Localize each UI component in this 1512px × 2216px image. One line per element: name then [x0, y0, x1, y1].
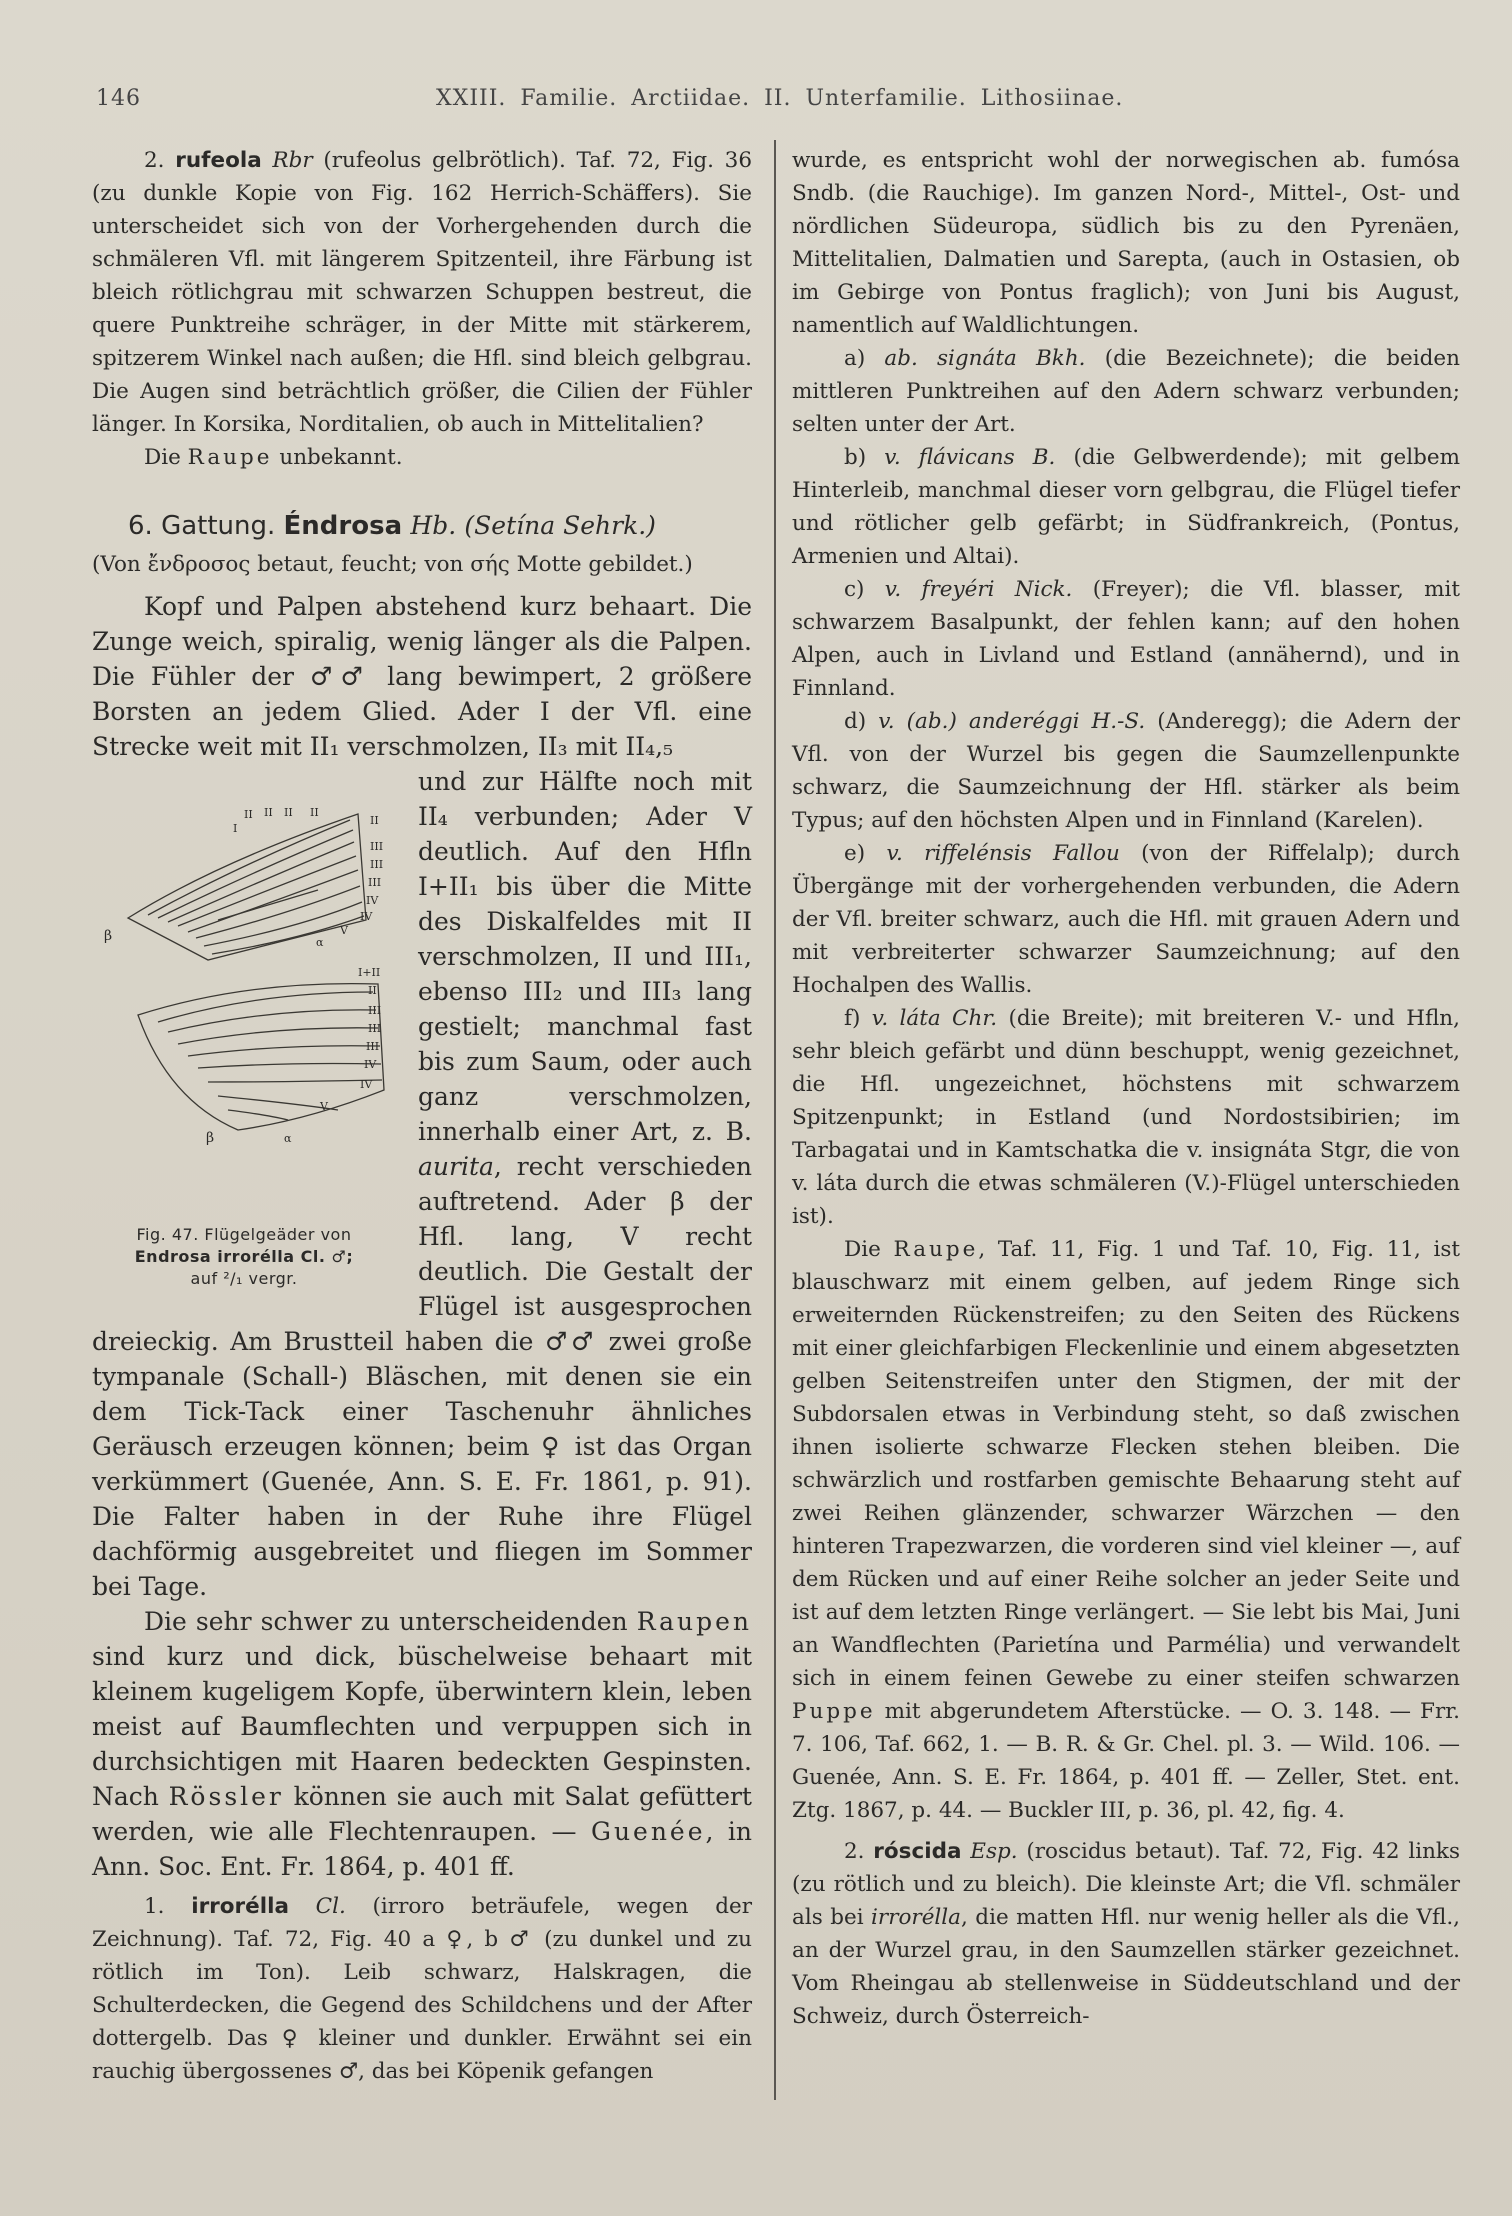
species-author: Esp. — [970, 1839, 1018, 1864]
text-fragment: mit abgerundetem Afterstücke. — O. 3. 148. — Frr. 7. 106, Taf. 662, 1. — B. R. & Gr. Chel. pl. 3. — Wild. 106. — Guenée, Ann. S. E. Fr. 1864, p. 401 ff. — Zeller, Stet. ent. Ztg. 1867, p. 44. — Buckler III, p. 36, pl. 42, fig. 4. — [792, 1699, 1460, 1823]
genus-text-top: Kopf und Palpen abstehend kurz behaart. Die Zunge weich, spiralig, wenig länger als die Palpen. Die Fühler der ♂♂ lang bewimpert, 2 größere Borsten an jedem Glied. Ader I der Vfl. eine Strecke weit mit II₁ verschmolzen, II₃ mit II₄,₅ — [92, 592, 752, 761]
text-fragment: Die — [844, 1237, 894, 1262]
variety-d — [792, 705, 1460, 837]
figure-wing-venation — [88, 770, 400, 1310]
svg-text:III: III — [368, 876, 382, 889]
variety-f — [792, 1002, 1460, 1233]
svg-text:IV: IV — [360, 910, 373, 923]
text-fragment: und zur Hälfte noch mit II₄ verbunden; Ader V deutlich. Auf den Hfln I+II₁ bis über die Mitte des Diskalfeldes mit II verschmolzen, II und III₁, ebenso III₂ und III₃ lang gestielt; manchmal fast bis zum Saum, oder auch ganz verschmolzen, innerhalb einer Art, z. B. — [418, 767, 752, 1146]
variety-text: (die Bezeichnete); die beiden mittleren Punktreihen auf den Adern schwarz verbunden; selten unter der Art. — [792, 346, 1460, 437]
caption-line: Endrosa irrorélla Cl. ♂; — [134, 1247, 354, 1266]
svg-text:II: II — [310, 806, 319, 819]
species-number: 2. — [144, 148, 165, 173]
text-fragment: , in Ann. Soc. Ent. Fr. 1864, p. 401 ff. — [92, 1817, 752, 1881]
irrorella-continued: wurde, es entspricht wohl der norwegischen ab. fumósa Sndb. (die Rauchige). Im ganzen Nord-, Mittel-, Ost- und nördlichen Südeuropa, südlich bis zu den Pyrenäen, Mittelitalien, Dalmatien und Sarepta, (auch in Ostasien, ob im Gebirge von Pontus fraglich); von Juni bis August, namentlich auf Waldlichtungen. — [792, 148, 1460, 338]
species-description: , die matten Hfl. nur wenig heller als die Vfl., an der Wurzel grau, in den Saumzellen stärker gezeichnet. Vom Rheingau ab stellenweise in Süddeutschland und der Schweiz, durch Österreich- — [792, 1905, 1460, 2029]
right-column — [792, 144, 1460, 2033]
species-description: (rufeolus gelbrötlich). Taf. 72, Fig. 36 (zu dunkle Kopie von Fig. 162 Herrich-Schäffers). Sie unterscheidet sich von der Vorhergehenden durch die schmäleren Vfl. mit längerem Spitzenteil, ihre Färbung ist bleich rötlichgrau mit schwarzen Schuppen bestreut, die quere Punktreihe schräger, in der Mitte mit stärkerem, spitzerem Winkel nach außen; die Hfl. sind bleich gelbgrau. Die Augen sind beträchtlich größer, die Cilien der Fühler länger. In Korsika, Norditalien, ob auch in Mittelitalien? — [92, 148, 753, 437]
svg-text:III: III — [370, 858, 384, 871]
text-fragment: sind kurz und dick, büschelweise behaart mit kleinem kugeligem Kopfe, überwintern klein, leben meist auf Baumflechten und verpuppen sich in durchsichtigen mit Haaren bedeckten Gespinsten. Nach — [92, 1642, 752, 1811]
svg-text:I: I — [233, 822, 238, 835]
caption-line: auf ²/₁ vergr. — [190, 1269, 298, 1288]
svg-text:α: α — [284, 1132, 292, 1145]
svg-text:β: β — [206, 1130, 215, 1146]
species-author: Rbr — [272, 148, 313, 173]
species-number: 1. — [144, 1894, 165, 1919]
variety-name: v. riffelénsis Fallou — [886, 841, 1120, 866]
svg-text:II: II — [264, 806, 273, 819]
text-fragment: a) — [844, 346, 885, 371]
svg-text:IV: IV — [366, 894, 379, 907]
raupe-word: Raupe — [187, 445, 273, 470]
svg-text:I+II: I+II — [358, 966, 381, 979]
author-roessler: Rössler — [168, 1782, 284, 1811]
variety-name: ab. signáta Bkh. — [884, 346, 1086, 371]
genus-heading — [128, 508, 752, 544]
text-fragment: Die sehr schwer zu unterscheidenden — [144, 1607, 637, 1636]
svg-text:III: III — [368, 1022, 382, 1035]
text-fragment: e) — [844, 841, 887, 866]
variety-name: v. (ab.) anderéggi H.-S. — [878, 709, 1146, 734]
raupen-word: Raupen — [636, 1607, 752, 1636]
variety-a — [792, 342, 1460, 441]
svg-text:II: II — [284, 806, 293, 819]
genus-etymology: (Von ἔνδροσος betaut, feucht; von σής Motte gebildet.) — [92, 552, 693, 577]
variety-b — [792, 441, 1460, 573]
svg-text:II: II — [368, 984, 377, 997]
svg-text:II: II — [244, 808, 253, 821]
left-column — [92, 144, 752, 2088]
svg-text:V: V — [320, 1100, 328, 1113]
hindwing-outline — [138, 984, 384, 1130]
species-number: 2. — [844, 1839, 865, 1864]
genus-synonym: (Setína Sehrk.) — [464, 511, 656, 540]
puppe-word: Puppe — [792, 1699, 876, 1724]
raupe-word: Raupe — [893, 1237, 979, 1262]
species-irrorella — [92, 1890, 752, 2088]
raupen-paragraph — [92, 1604, 752, 1884]
svg-text:α: α — [316, 936, 324, 949]
svg-text:IV: IV — [364, 1058, 377, 1071]
variety-name: v. flávicans B. — [884, 445, 1056, 470]
text-fragment: unbekannt. — [272, 445, 403, 470]
variety-text: (Freyer); die Vfl. blasser, mit schwarzem Basalpunkt, der fehlen kann; auf den hohen Alpen, auch in Livland und Estland (annähernd), und in Finnland. — [792, 577, 1460, 701]
page-header — [96, 86, 1456, 122]
text-fragment: können sie auch mit Salat gefüttert werden, wie alle Flechtenraupen. — — [92, 1782, 752, 1846]
column-divider — [774, 140, 776, 2100]
variety-c — [792, 573, 1460, 705]
text-fragment: c) — [844, 577, 885, 602]
text-fragment: d) — [844, 709, 879, 734]
variety-e — [792, 837, 1460, 1002]
irrorella-raupe — [792, 1233, 1460, 1827]
species-name: irrorélla — [191, 1894, 289, 1919]
variety-text: (die Gelbwerdende); mit gelbem Hinterleib, manchmal dieser vorn gelbgrau, die Flügel tiefer und rötlicher gelb gefärbt; in Südfrankreich, (Pontus, Armenien und Altai). — [792, 445, 1460, 569]
svg-text:III: III — [366, 1040, 380, 1053]
svg-text:III: III — [370, 840, 384, 853]
svg-text:β: β — [104, 928, 113, 944]
text-fragment: , Taf. 11, Fig. 1 und Taf. 10, Fig. 11, ist blauschwarz mit einem gelben, auf jedem Ringe sich erweiternden Rückenstreifen; zu den Seiten des Rückens mit einer gleichfarbigen Fleckenlinie und einem abgesetzten gelben Seitenstreifen unter den Stigmen, der mit der Subdorsalen etwas in Verbindung steht, so daß zwischen ihnen isolierte schwarze Flecken stehen bleiben. Die schwärzlich und rostfarben gemischte Behaarung steht auf zwei Reihen glänzender, schwarzer Wärzchen — den hinteren Trapezwarzen, die vorderen sind viel kleiner —, auf dem Rücken und auf einer Reihe solcher an jeder Seite und ist auf dem letzten Ringe verlängert. — Sie lebt bis Mai, Juni an Wandflechten (Parietína und Parmélia) und verwandelt sich in einem feinen Gewebe zu einer steifen schwarzen — [792, 1237, 1461, 1691]
species-roscida — [792, 1835, 1460, 2033]
svg-text:III: III — [368, 1004, 382, 1017]
author-guenee: Guenée — [590, 1817, 706, 1846]
species-description: (roscidus betaut). Taf. 72, Fig. 42 links (zu rötlich und zu bleich). Die kleinste Art; die Vfl. schmäler als bei — [792, 1839, 1460, 1930]
text-fragment: , recht verschieden auftretend. Ader β der Hfl. lang, V recht deutlich. Die Gestalt der Flügel ist ausgesprochen dreieckig. Am Brustteil haben die ♂♂ zwei große tympanale (Schall-) Bläschen, mit denen sie ein dem Tick-Tack einer Taschenuhr ähnliches Geräusch erzeugen können; beim ♀ ist das Organ verkümmert (Guenée, Ann. S. E. Fr. 1861, p. 91). Die Falter haben in der Ruhe ihre Flügel dachförmig ausgebreitet und fliegen im Sommer bei Tage. — [92, 1152, 752, 1601]
wing-venation-diagram — [88, 770, 400, 1220]
species-description: (irroro beträufele, wegen der Zeichnung). Taf. 72, Fig. 40 a ♀, b ♂ (zu dunkel und zu rötlich im Ton). Leib schwarz, Halskragen, die Schulterdecken, die Gegend des Schildchens und der After dottergelb. Das ♀ kleiner und dunkler. Erwähnt sei ein rauchig übergossenes ♂, das bei Köpenik gefangen — [92, 1894, 752, 2084]
running-title: XXIII. Familie. Arctiidae. II. Unterfamilie. Lithosiinae. — [436, 86, 1124, 111]
variety-name: v. láta Chr. — [871, 1006, 998, 1031]
figure-caption — [88, 1224, 400, 1290]
genus-name: Éndrosa — [283, 511, 403, 541]
variety-text: (Anderegg); die Adern der Vfl. von der Wurzel bis gegen die Saumzellenpunkte schwarz, die Saumzeichnung der Hfl. stärker als beim Typus; auf den höchsten Alpen und in Finnland (Karelen). — [792, 709, 1460, 833]
genus-label: 6. Gattung. — [128, 511, 276, 541]
genus-description — [92, 589, 752, 1884]
rufeola-raupe — [92, 441, 752, 474]
species-reference: irrorélla — [871, 1905, 961, 1930]
species-name: róscida — [873, 1839, 962, 1864]
variety-name: v. freyéri Nick. — [884, 577, 1073, 602]
caption-line: Fig. 47. Flügelgeäder von — [136, 1225, 352, 1244]
variety-text: (die Breite); mit breiteren V.- und Hfln, sehr bleich gefärbt und dünn beschuppt, wenig gezeichnet, die Hfl. ungezeichnet, höchstens mit schwarzem Spitzenpunkt; in Estland (und Nordostsibirien; im Tarbagatai und in Kamtschatka die v. insignáta Stgr, die von v. láta durch die etwas schmäleren (V.)-Flügel unterschieden ist). — [792, 1006, 1460, 1229]
svg-text:V: V — [340, 924, 348, 937]
species-author: Cl. — [315, 1894, 346, 1919]
species-name: rufeola — [175, 148, 262, 173]
text-fragment: Die — [144, 445, 188, 470]
svg-text:II: II — [370, 814, 379, 827]
genus-author: Hb. — [410, 511, 457, 540]
text-fragment: f) — [844, 1006, 872, 1031]
svg-text:IV: IV — [360, 1078, 373, 1091]
species-rufeola — [92, 144, 752, 441]
text-fragment: aurita — [418, 1152, 494, 1181]
variety-text: (von der Riffelalp); durch Übergänge mit der vorhergehenden verbunden, die Adern der Vfl. breiter schwarz, auch die Hfl. mit grauen Adern und mit verbreiterter schwarzer Saumzeichnung; auf den Hochalpen des Wallis. — [792, 841, 1460, 998]
text-fragment: b) — [844, 445, 885, 470]
page-number: 146 — [96, 86, 141, 111]
